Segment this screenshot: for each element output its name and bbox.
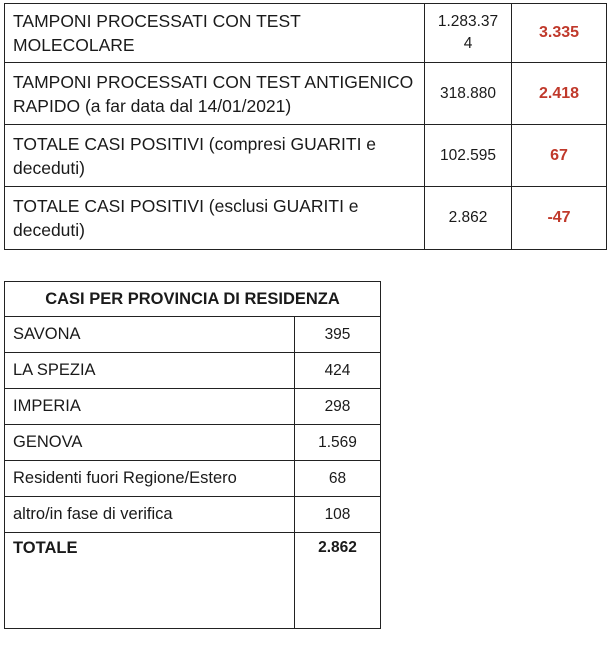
- row-value: 318.880: [425, 63, 512, 125]
- row-label: TOTALE CASI POSITIVI (esclusi GUARITI e deceduti): [5, 187, 425, 250]
- province-name: Residenti fuori Regione/Estero: [5, 461, 295, 497]
- province-name: SAVONA: [5, 317, 295, 353]
- total-row: [5, 533, 381, 629]
- province-value: 1.569: [295, 425, 381, 461]
- table-row: [5, 497, 381, 533]
- row-label: TAMPONI PROCESSATI CON TEST ANTIGENICO RAPIDO (a far data dal 14/01/2021): [5, 63, 425, 125]
- province-table-title: CASI PER PROVINCIA DI RESIDENZA: [5, 282, 381, 317]
- province-value: 395: [295, 317, 381, 353]
- province-value: 68: [295, 461, 381, 497]
- row-delta: 2.418: [512, 63, 607, 125]
- province-name: IMPERIA: [5, 389, 295, 425]
- row-delta: 3.335: [512, 4, 607, 63]
- table-row: [5, 425, 381, 461]
- table-row: [5, 317, 381, 353]
- province-value: 108: [295, 497, 381, 533]
- row-value: 2.862: [425, 187, 512, 250]
- province-value: 424: [295, 353, 381, 389]
- row-delta: -47: [512, 187, 607, 250]
- table-row: [5, 63, 607, 125]
- table-row: [5, 389, 381, 425]
- summary-table: [4, 3, 607, 250]
- province-name: LA SPEZIA: [5, 353, 295, 389]
- table-row: [5, 461, 381, 497]
- table-row: [5, 353, 381, 389]
- province-table: [4, 281, 381, 629]
- row-delta: 67: [512, 125, 607, 187]
- province-name: altro/in fase di verifica: [5, 497, 295, 533]
- table-row: [5, 125, 607, 187]
- row-value: 1.283.37 4: [425, 4, 512, 63]
- row-label: TAMPONI PROCESSATI CON TEST MOLECOLARE: [5, 4, 425, 63]
- total-label: TOTALE: [5, 533, 295, 629]
- total-value: 2.862: [295, 533, 381, 629]
- province-name: GENOVA: [5, 425, 295, 461]
- table-row: [5, 187, 607, 250]
- row-label: TOTALE CASI POSITIVI (compresi GUARITI e deceduti): [5, 125, 425, 187]
- table-row: [5, 4, 607, 63]
- row-value: 102.595: [425, 125, 512, 187]
- province-value: 298: [295, 389, 381, 425]
